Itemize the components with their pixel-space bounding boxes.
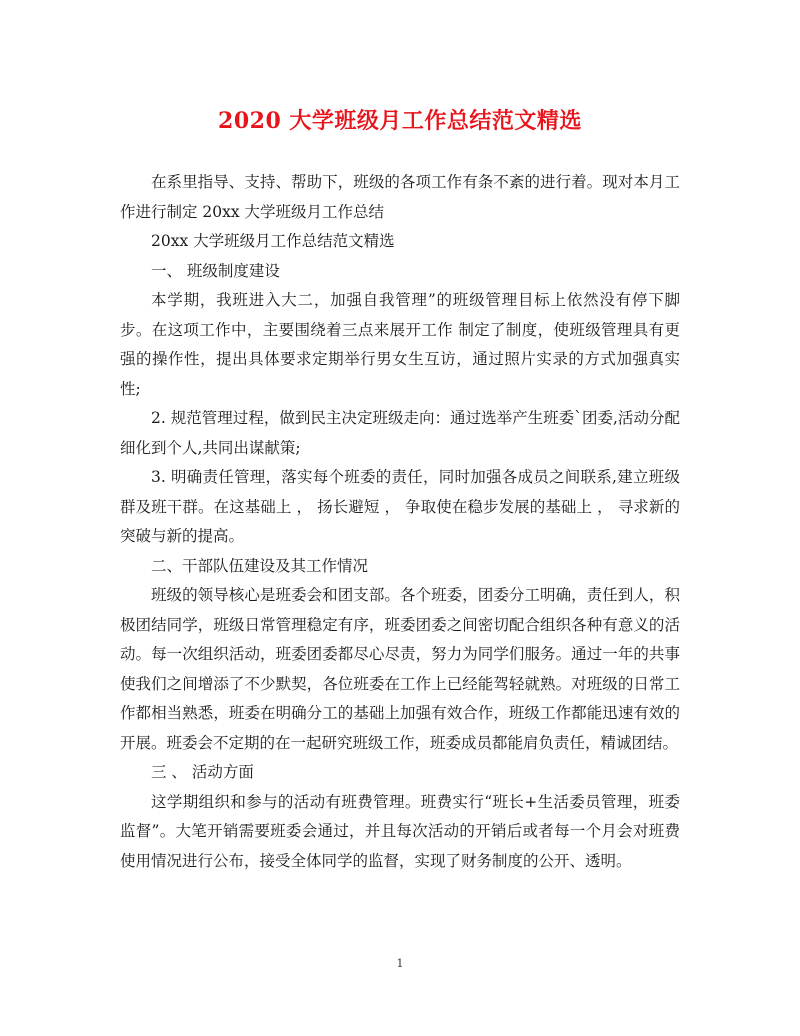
- section-heading-1: 一、 班级制度建设: [151, 261, 280, 280]
- document-body: [120, 168, 680, 876]
- paragraph-intro: 在系里指导、支持、帮助下，班级的各项工作有条不紊的进行着。现对本月工作进行制定 20xx 大学班级月工作总结: [120, 173, 680, 221]
- paragraph-item-2: 2. 规范管理过程，做到民主决定班级走向：通过选举产生班委`团委,活动分配细化到个人,共同出谋献策;: [120, 409, 680, 457]
- paragraph-section-2: 班级的领导核心是班委会和团支部。各个班委，团委分工明确，责任到人，积极团结同学，班级日常管理稳定有序，班委团委之间密切配合组织各种有意义的活动。每一次组织活动，班委团委都尽心尽责，努力为同学们服务。通过一年的共事使我们之间增添了不少默契，各位班委在工作上已经能驾轻就熟。对班级的日常工作都相当熟悉，班委在明确分工的基础上加强有效合作，班级工作都能迅速有效的开展。班委会不定期的在一起研究班级工作，班委成员都能肩负责任，精诚团结。: [120, 586, 680, 752]
- paragraph-section-3: 这学期组织和参与的活动有班费管理。班费实行“班长+生活委员管理，班委监督”。大笔开销需要班委会通过，并且每次活动的开销后或者每一个月会对班费使用情况进行公布，接受全体同学的监督，实现了财务制度的公开、透明。: [120, 792, 680, 870]
- paragraph-subtitle: 20xx 大学班级月工作总结范文精选: [151, 232, 395, 250]
- page-number: 1: [396, 957, 404, 970]
- paragraph-item-3: 3. 明确责任管理，落实每个班委的责任，同时加强各成员之间联系,建立班级群及班干群。在这基础上 ， 扬长避短 ， 争取使在稳步发展的基础上 ， 寻求新的突破与新的提高。: [120, 468, 680, 545]
- section-heading-3: 三 、 活动方面: [151, 763, 254, 781]
- document-title: 2020 大学班级月工作总结范文精选: [218, 108, 582, 134]
- section-heading-2: 二、干部队伍建设及其工作情况: [151, 556, 369, 575]
- paragraph-section-1: 本学期，我班进入大二，加强自我管理”的班级管理目标上依然没有停下脚步。在这项工作中，主要围绕着三点来展开工作 制定了制度，使班级管理具有更强的操作性，提出具体要求定期举行男女生互访，通过照片实录的方式加强真实性;: [120, 291, 680, 398]
